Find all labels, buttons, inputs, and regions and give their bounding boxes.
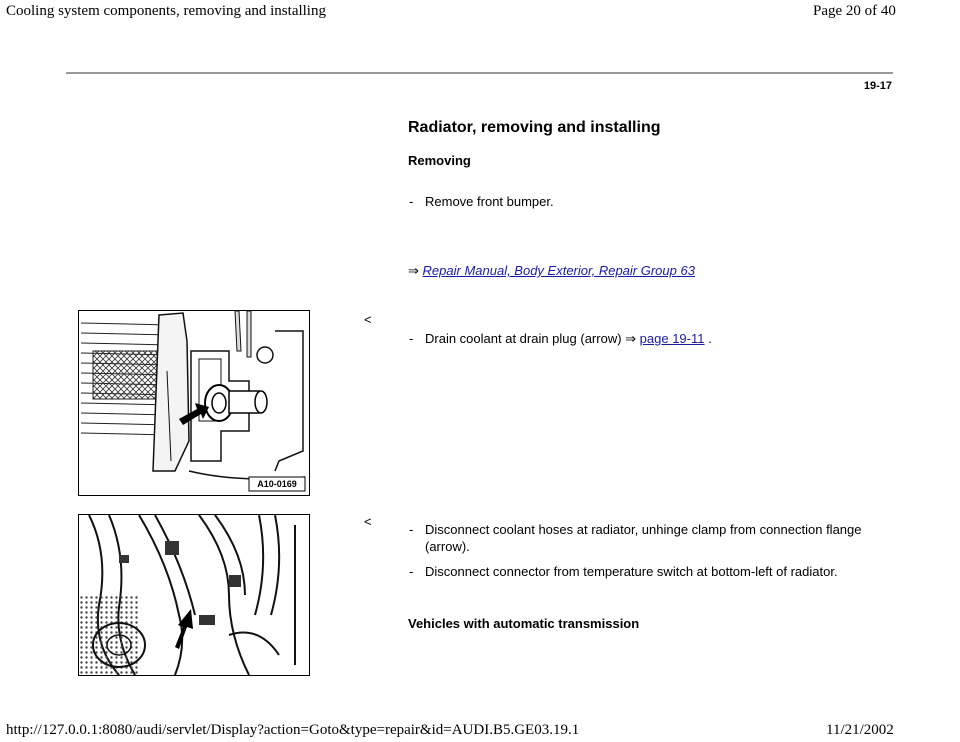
coolant-hoses-illustration bbox=[79, 515, 309, 675]
figure-coolant-hoses bbox=[78, 514, 310, 676]
step-text: Disconnect connector from temperature switch at bottom-left of radiator. bbox=[425, 564, 838, 579]
step-disconnect-connector bbox=[409, 563, 879, 603]
step-dash: - bbox=[409, 331, 414, 346]
header-divider bbox=[66, 72, 893, 74]
step-drain-text: Drain coolant at drain plug (arrow) ⇒ bbox=[425, 331, 637, 346]
step-text: Disconnect coolant hoses at radiator, unhinge clamp from connection flange (arrow). bbox=[425, 522, 862, 554]
page-indicator: Page 20 of 40 bbox=[813, 3, 896, 19]
step-remove-bumper bbox=[409, 193, 869, 213]
page-19-11-link[interactable]: page 19-11 bbox=[639, 331, 705, 346]
reference-link-body-exterior[interactable]: Repair Manual, Body Exterior, Repair Group 63 bbox=[422, 263, 695, 278]
footer-date: 11/21/2002 bbox=[826, 722, 894, 738]
drain-plug-illustration bbox=[79, 311, 309, 495]
step-text: Remove front bumper. bbox=[425, 194, 554, 209]
subheading-automatic-transmission: Vehicles with automatic transmission bbox=[408, 616, 640, 631]
reference-block bbox=[408, 262, 738, 279]
step-dash: - bbox=[409, 194, 414, 209]
subheading-removing: Removing bbox=[408, 153, 471, 168]
document-title: Cooling system components, removing and installing bbox=[6, 3, 326, 19]
pointer-icon: < bbox=[364, 514, 372, 529]
section-title: Radiator, removing and installing bbox=[408, 119, 661, 136]
page-number: 19-17 bbox=[863, 80, 892, 92]
step-drain-end: . bbox=[708, 331, 712, 346]
figure-drain-plug bbox=[78, 310, 310, 496]
step-dash: - bbox=[409, 564, 414, 579]
pointer-icon: < bbox=[364, 312, 372, 327]
footer-url[interactable]: http://127.0.0.1:8080/audi/servlet/Display?action=Goto&type=repair&id=AUDI.B5.GE03.19.1 bbox=[6, 722, 580, 738]
reference-arrow-icon: ⇒ bbox=[408, 263, 419, 278]
step-disconnect-hoses bbox=[409, 521, 879, 561]
step-drain-coolant bbox=[409, 330, 869, 350]
step-dash: - bbox=[409, 522, 414, 537]
figure-label: A10-0169 bbox=[257, 479, 297, 489]
step-text bbox=[425, 330, 712, 347]
